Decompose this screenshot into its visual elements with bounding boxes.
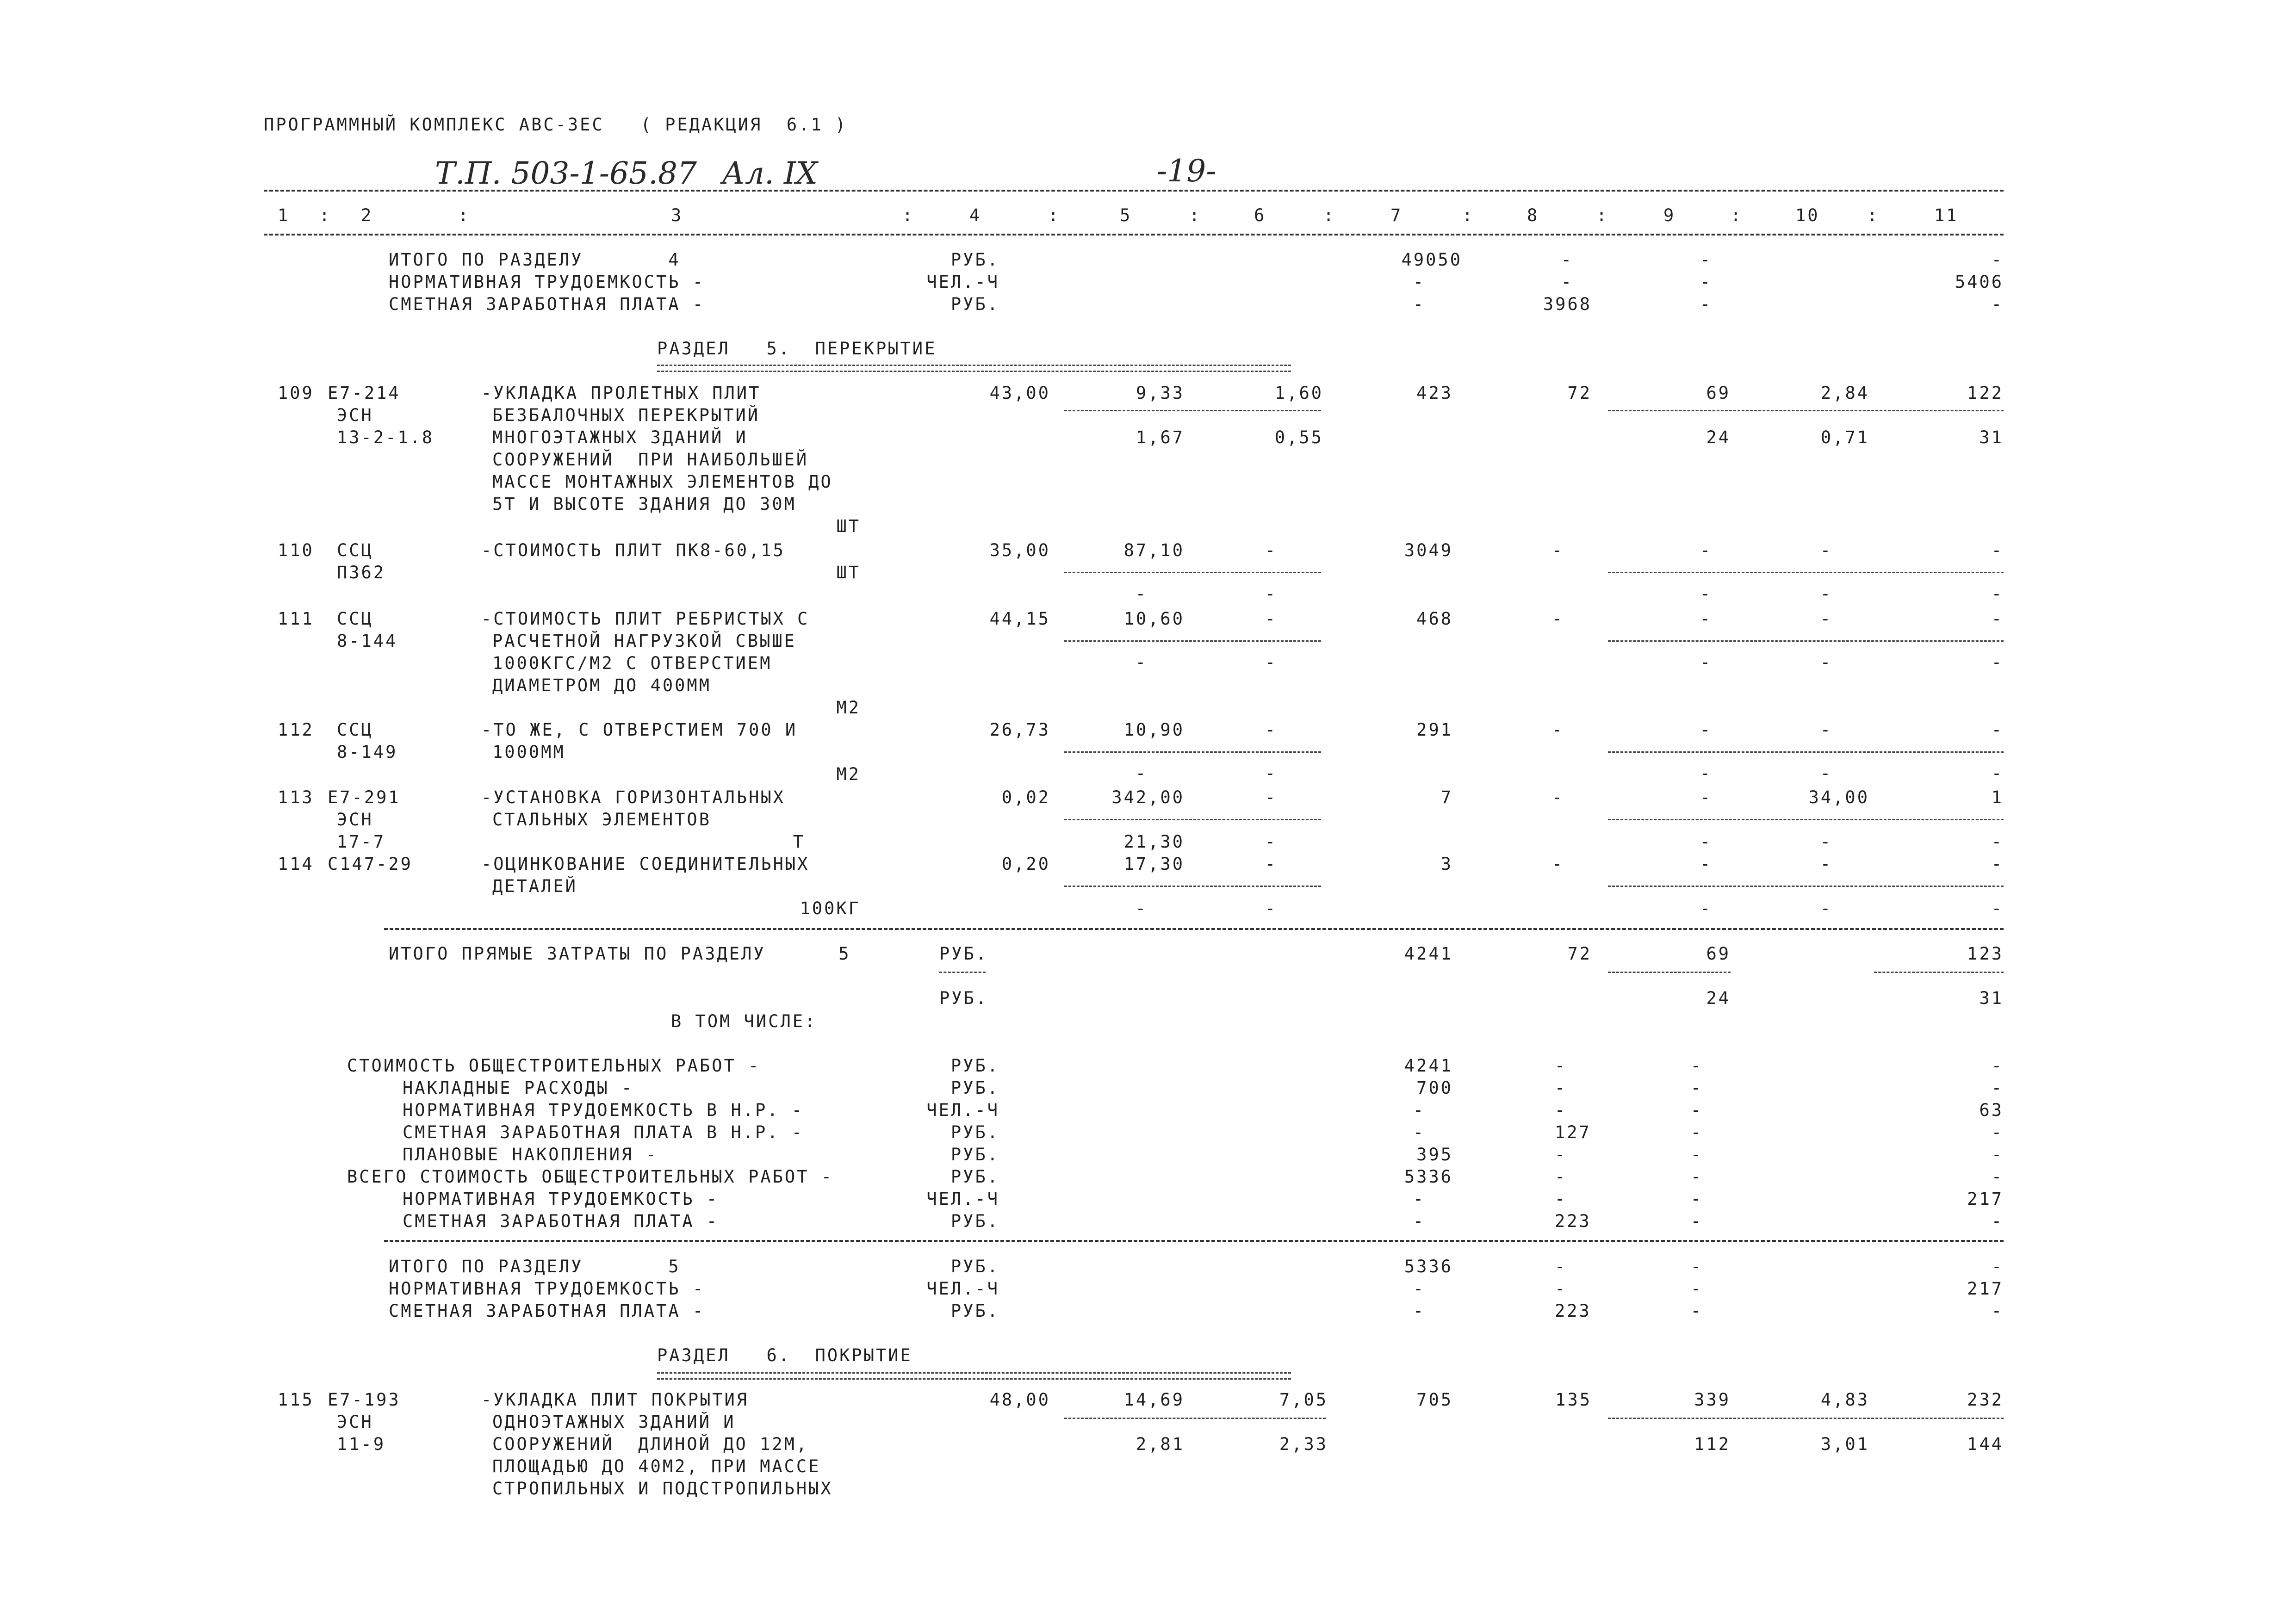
col-11: 11: [1934, 205, 1959, 225]
section5-title-underline: [657, 365, 1291, 372]
rows-end-rule: [384, 928, 2004, 930]
section6-title-underline: [657, 1372, 1291, 1380]
col-4: 4: [969, 205, 982, 225]
album-number: Ал. IX: [722, 155, 818, 191]
header-rule-top: [264, 190, 2004, 192]
col-10: 10: [1795, 205, 1820, 225]
col-9: 9: [1663, 205, 1676, 225]
col-3: 3: [671, 205, 683, 225]
document-reference: Т.П. 503-1-65.87: [435, 155, 697, 191]
breakdown-end-rule: [384, 1240, 2004, 1242]
col-1: 1: [278, 205, 290, 225]
col-2: 2: [361, 205, 373, 225]
col-5: 5: [1120, 205, 1132, 225]
page-number: -19-: [1157, 153, 1216, 189]
program-header: ПРОГРАММНЫЙ КОМПЛЕКС АВС-3ЕС ( РЕДАКЦИЯ 6.1 ): [264, 115, 848, 135]
col-6: 6: [1254, 205, 1266, 225]
including-label: В ТОМ ЧИСЛЕ:: [671, 1011, 817, 1031]
col-8: 8: [1527, 205, 1539, 225]
section5-title: РАЗДЕЛ 5. ПЕРЕКРЫТИЕ: [657, 339, 937, 359]
header-rule-bottom: [264, 234, 2004, 235]
col-7: 7: [1390, 205, 1403, 225]
section6-title: РАЗДЕЛ 6. ПОКРЫТИЕ: [657, 1345, 912, 1365]
